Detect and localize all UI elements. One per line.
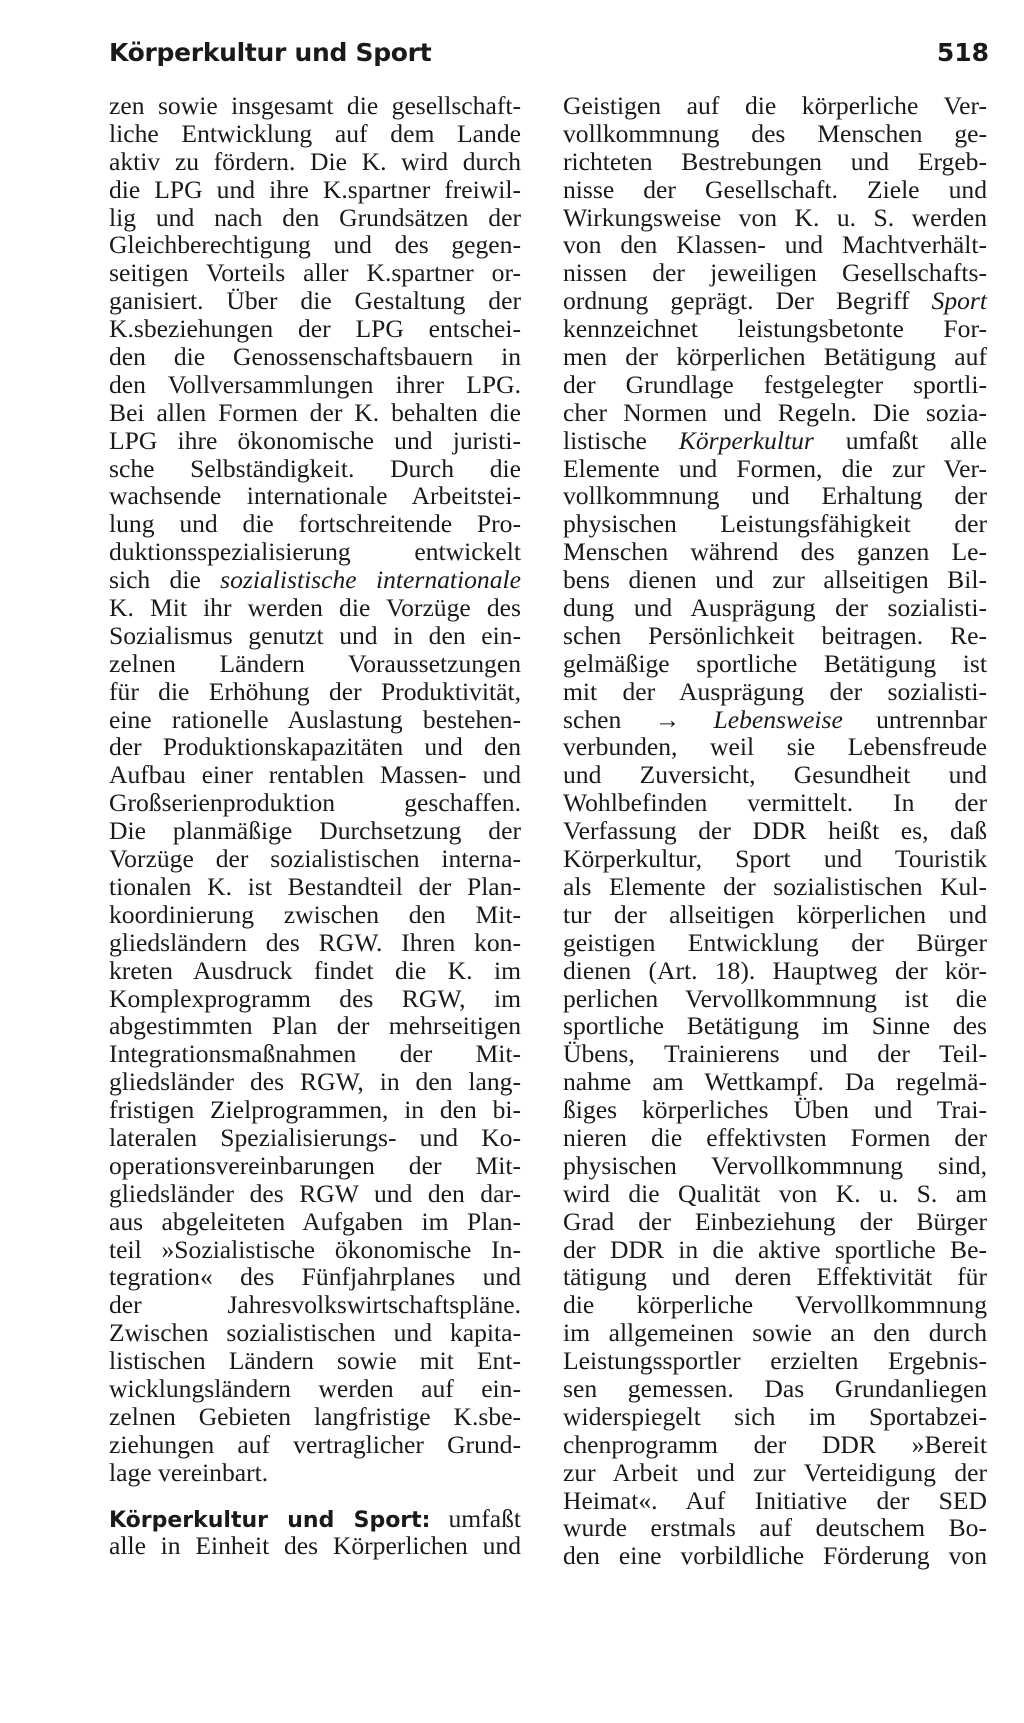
text-line: teil »Sozialistische ökonomische In- <box>109 1234 521 1264</box>
text-line: nisse der Gesellschaft. Ziele und <box>563 174 987 204</box>
text-line <box>563 287 987 315</box>
text-line: für die Erhöhung der Produktivität, <box>109 676 521 706</box>
text-line: wird die Qualität von K. u. S. am <box>563 1178 987 1208</box>
text-line: K.sbeziehungen der LPG entschei- <box>109 314 521 344</box>
text-line: Vorzüge der sozialistischen interna- <box>109 844 521 874</box>
text-line: nahme am Wettkampf. Da regelmä- <box>563 1067 987 1097</box>
text-line: schen Persönlichkeit beitragen. Re- <box>563 620 987 650</box>
text-line: kreten Ausdruck findet die K. im <box>109 955 521 985</box>
text-line: physischen Leistungsfähigkeit der <box>563 509 987 539</box>
text-line: wicklungsländern werden auf ein- <box>109 1373 521 1403</box>
text-line: Wohlbefinden vermittelt. In der <box>563 788 987 818</box>
right-column <box>563 92 987 1570</box>
text-line: nieren die effektivsten Formen der <box>563 1122 987 1152</box>
text-run: ordnung geprägt. Der Begriff <box>563 286 932 316</box>
text-line: lateralen Spezialisierungs- und Ko- <box>109 1122 521 1152</box>
text-line: als Elemente der sozialistischen Kul- <box>563 871 987 901</box>
text-run: umfaßt alle <box>813 425 988 455</box>
entry-headword: Körperkultur und Sport: <box>109 1507 431 1533</box>
text-line: den eine vorbildliche Förderung von <box>563 1541 987 1571</box>
text-line: alle in Einheit des Körperlichen und <box>109 1531 521 1561</box>
text-line: im allgemeinen sowie an den durch <box>563 1318 987 1348</box>
text-line: perlichen Vervollkommnung ist die <box>563 983 987 1013</box>
text-run: untrennbar <box>842 704 987 734</box>
text-line: tur der allseitigen körperlichen und <box>563 899 987 929</box>
text-line: Wirkungsweise von K. u. S. werden <box>563 202 987 232</box>
text-run: listische <box>563 425 679 455</box>
text-line: tätigung und deren Effektivität für <box>563 1262 987 1292</box>
text-line: der DDR in die aktive sportliche Be- <box>563 1234 987 1264</box>
text-line: die LPG und ihre K.spartner freiwil- <box>109 174 521 204</box>
text-line: LPG ihre ökonomische und juristi- <box>109 425 521 455</box>
text-line: geistigen Entwicklung der Bürger <box>563 927 987 957</box>
text-line: dienen (Art. 18). Hauptweg der kör- <box>563 955 987 985</box>
text-line: zur Arbeit und zur Verteidigung der <box>563 1457 987 1487</box>
text-line: chenprogramm der DDR »Bereit <box>563 1429 987 1459</box>
text-line: Grad der Einbeziehung der Bürger <box>563 1206 987 1236</box>
page-number: 518 <box>936 38 989 67</box>
text-line: von den Klassen- und Machtverhält- <box>563 230 987 260</box>
text-line: zelnen Gebieten langfristige K.sbe- <box>109 1401 521 1431</box>
text-line: men der körperlichen Betätigung auf <box>563 342 987 372</box>
text-line: Die planmäßige Durchsetzung der <box>109 816 521 846</box>
text-line <box>563 706 987 734</box>
text-line: widerspiegelt sich im Sportabzei- <box>563 1401 987 1431</box>
text-run: umfaßt <box>430 1503 521 1533</box>
text-run: sich die <box>109 565 221 595</box>
text-line: K. Mit ihr werden die Vorzüge des <box>109 593 521 623</box>
text-line: kennzeichnet leistungsbetonte For- <box>563 314 987 344</box>
text-line: listischen Ländern sowie mit Ent- <box>109 1346 521 1376</box>
text-line: bens dienen und zur allseitigen Bil- <box>563 565 987 595</box>
text-line: dung und Ausprägung der sozialisti- <box>563 593 987 623</box>
text-line: koordinierung zwischen den Mit- <box>109 899 521 929</box>
text-line: Heimat«. Auf Initiative der SED <box>563 1485 987 1515</box>
text-line: nissen der jeweiligen Gesellschafts- <box>563 258 987 288</box>
text-line: duktionsspezialisierung entwickelt <box>109 537 521 567</box>
left-column <box>109 92 521 1560</box>
text-line: vollkommnung des Menschen ge- <box>563 118 987 148</box>
text-line: gliedsländern des RGW. Ihren kon- <box>109 927 521 957</box>
italic-term: Sport <box>931 286 987 316</box>
text-line: ziehungen auf vertraglicher Grund- <box>109 1429 521 1459</box>
text-line: seitigen Vorteils aller K.spartner or- <box>109 258 521 288</box>
text-line: und Zuversicht, Gesundheit und <box>563 760 987 790</box>
cross-reference-link[interactable]: Lebensweise <box>713 704 843 734</box>
text-line: verbunden, weil sie Lebensfreude <box>563 732 987 762</box>
text-line: Körperkultur, Sport und Touristik <box>563 844 987 874</box>
running-head-title: Körperkultur und Sport <box>109 38 432 67</box>
text-line: Geistigen auf die körperliche Ver- <box>563 91 987 120</box>
text-line: sportliche Betätigung im Sinne des <box>563 1011 987 1041</box>
text-line: tegration« des Fünfjahrplanes und <box>109 1262 521 1292</box>
text-line: zelnen Ländern Voraussetzungen <box>109 648 521 678</box>
text-line: Leistungssportler erzielten Ergebnis- <box>563 1346 987 1376</box>
text-line: Elemente und Formen, die zur Ver- <box>563 453 987 483</box>
entry-separator <box>109 1487 521 1505</box>
text-line: gelmäßige sportliche Betätigung ist <box>563 648 987 678</box>
cross-reference-arrow-icon: → <box>654 704 681 734</box>
text-line: wurde erstmals auf deutschem Bo- <box>563 1513 987 1543</box>
text-line: fristigen Zielprogrammen, in den bi- <box>109 1095 521 1125</box>
text-line: physischen Vervollkommnung sind, <box>563 1150 987 1180</box>
text-line: zen sowie insgesamt die gesellschaft- <box>109 91 521 120</box>
text-line: aus abgeleiteten Aufgaben im Plan- <box>109 1206 521 1236</box>
text-line: eine rationelle Auslastung bestehen- <box>109 704 521 734</box>
text-line: Sozialismus genutzt und in den ein- <box>109 620 521 650</box>
text-line: vollkommnung und Erhaltung der <box>563 481 987 511</box>
text-line: Verfassung der DDR heißt es, daß <box>563 816 987 846</box>
entry-first-line <box>109 1505 521 1533</box>
text-line: liche Entwicklung auf dem Lande <box>109 118 521 148</box>
text-line: Gleichberechtigung und des gegen- <box>109 230 521 260</box>
italic-term: Körperkultur <box>678 425 814 455</box>
text-line: richteten Bestrebungen und Ergeb- <box>563 146 987 176</box>
text-line: gliedsländer des RGW und den dar- <box>109 1178 521 1208</box>
text-line: wachsende internationale Arbeitstei- <box>109 481 521 511</box>
text-line: mit der Ausprägung der sozialisti- <box>563 676 987 706</box>
text-line <box>563 427 987 455</box>
text-line: den Vollversammlungen ihrer LPG. <box>109 369 521 399</box>
text-line: Menschen während des ganzen Le- <box>563 537 987 567</box>
running-head <box>109 38 989 78</box>
text-line: ganisiert. Über die Gestaltung der <box>109 286 521 316</box>
italic-term: sozialistische internationale <box>220 565 522 595</box>
text-line: der Jahresvolkswirtschaftspläne. <box>109 1290 521 1320</box>
text-line: sen gemessen. Das Grundanliegen <box>563 1373 987 1403</box>
text-line: lage vereinbart. <box>109 1457 269 1487</box>
text-line: Bei allen Formen der K. behalten die <box>109 397 521 427</box>
text-line: sche Selbständigkeit. Durch die <box>109 453 521 483</box>
text-line: aktiv zu fördern. Die K. wird durch <box>109 146 521 176</box>
text-line: den die Genossenschaftsbauern in <box>109 342 521 372</box>
text-line: tionalen K. ist Bestandteil der Plan- <box>109 871 521 901</box>
text-line: Zwischen sozialistischen und kapita- <box>109 1318 521 1348</box>
text-run: schen <box>563 704 655 734</box>
text-line: gliedsländer des RGW, in den lang- <box>109 1067 521 1097</box>
text-line: Aufbau einer rentablen Massen- und <box>109 760 521 790</box>
text-line <box>109 566 521 594</box>
text-line: die körperliche Vervollkommnung <box>563 1290 987 1320</box>
text-line: Großserienproduktion geschaffen. <box>109 788 521 818</box>
text-line: ßiges körperliches Üben und Trai- <box>563 1095 987 1125</box>
text-line: lig und nach den Grundsätzen der <box>109 202 521 232</box>
text-line: lung und die fortschreitende Pro- <box>109 509 521 539</box>
text-line: abgestimmten Plan der mehrseitigen <box>109 1011 521 1041</box>
text-line: cher Normen und Regeln. Die sozia- <box>563 397 987 427</box>
text-line: operationsvereinbarungen der Mit- <box>109 1150 521 1180</box>
text-line: Komplexprogramm des RGW, im <box>109 983 521 1013</box>
text-line: Integrationsmaßnahmen der Mit- <box>109 1039 521 1069</box>
text-line: der Produktionskapazitäten und den <box>109 732 521 762</box>
text-line: der Grundlage festgelegter sportli- <box>563 369 987 399</box>
text-line: Übens, Trainierens und der Teil- <box>563 1039 987 1069</box>
